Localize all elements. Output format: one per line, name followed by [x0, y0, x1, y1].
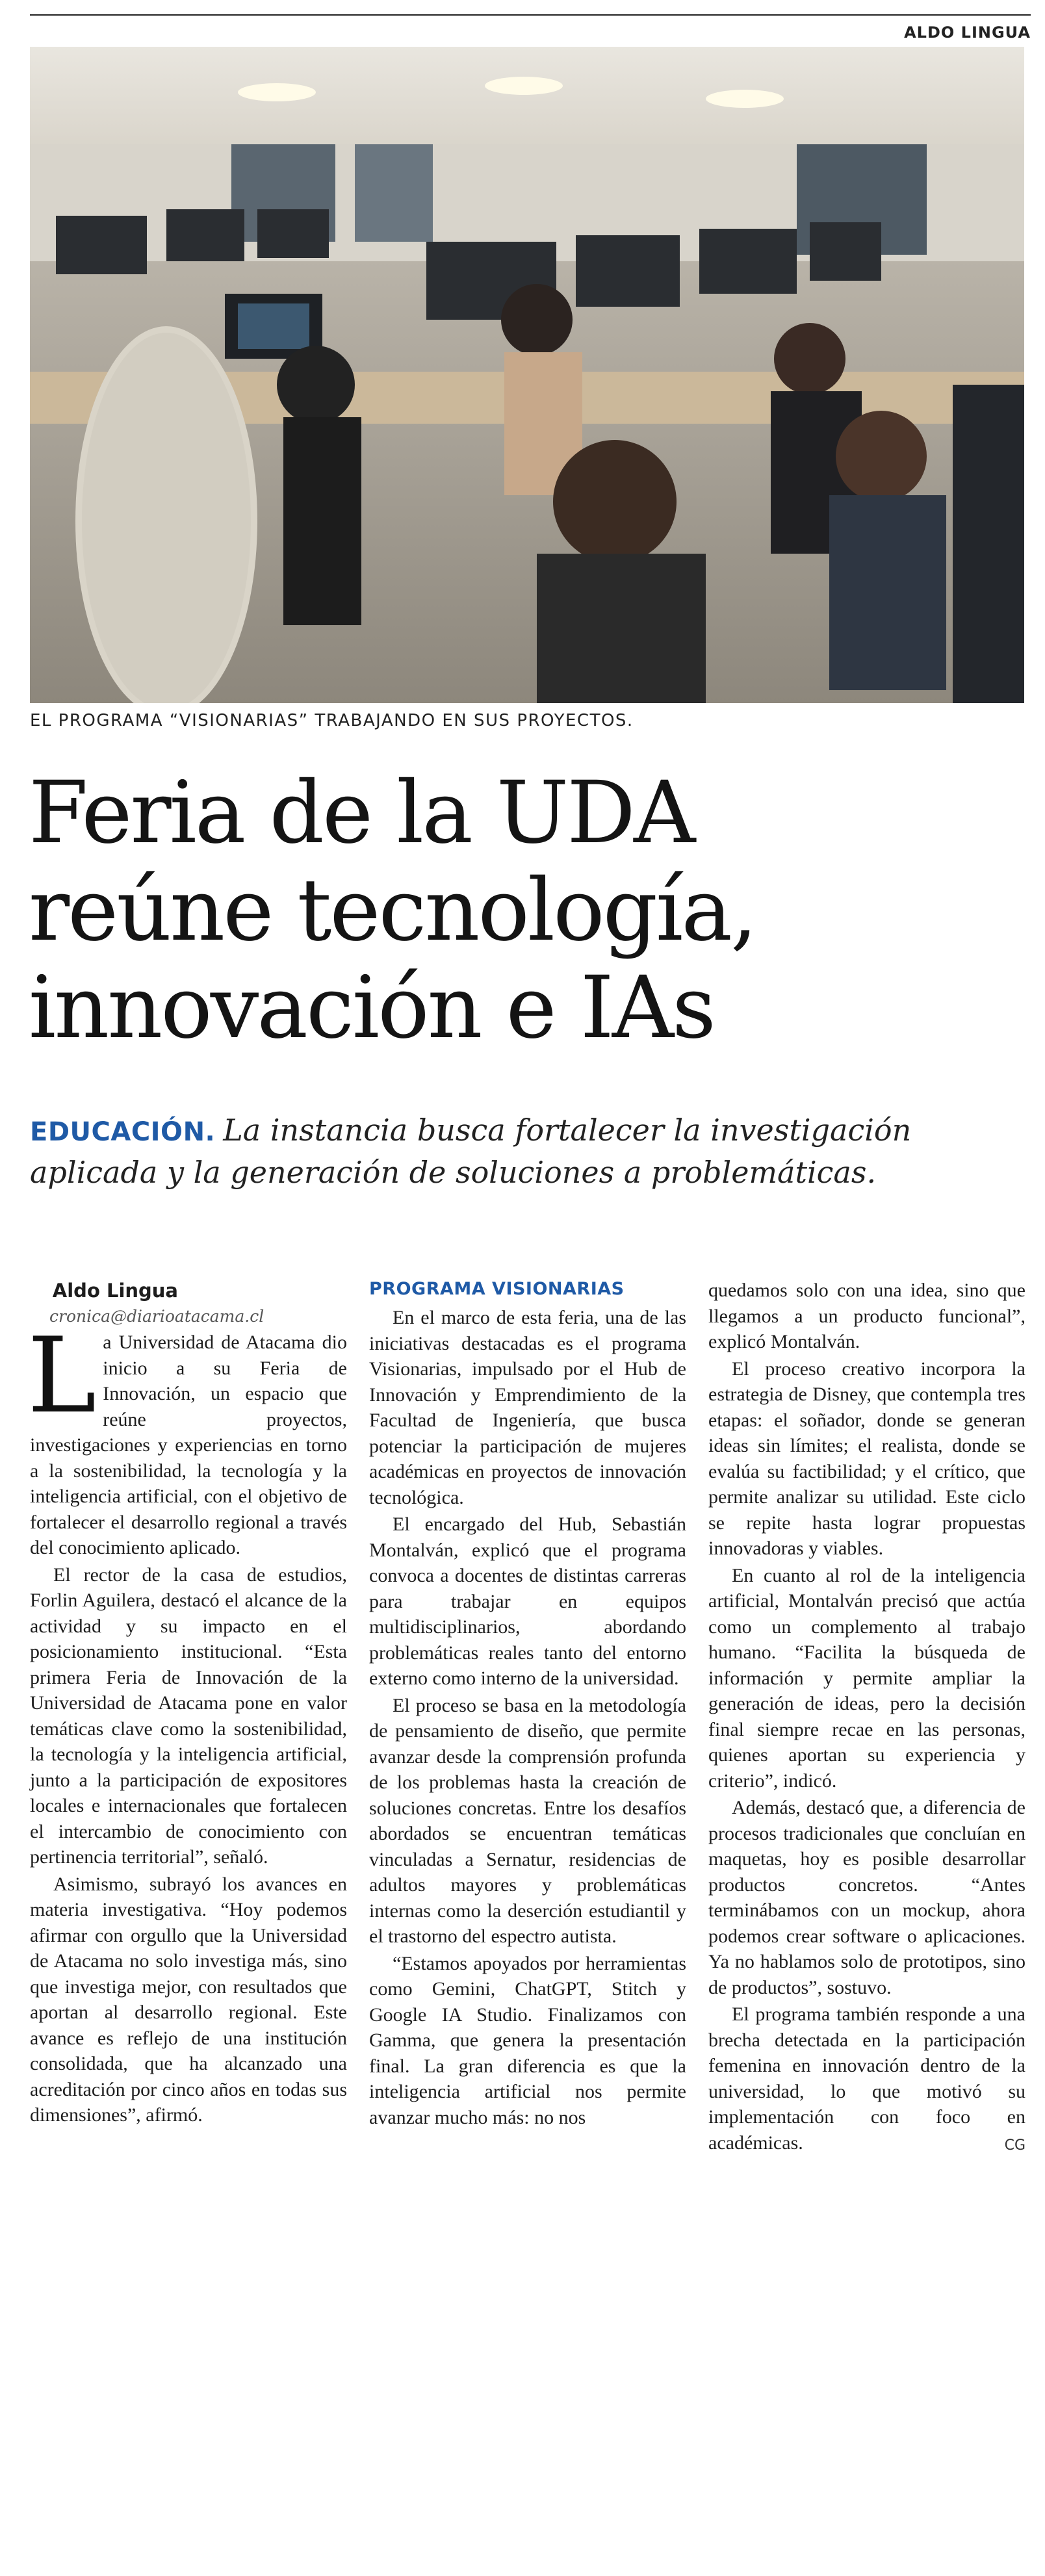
- article-column-2: [369, 1278, 686, 2130]
- paragraph: quedamos solo con una idea, sino que llegamos a un producto funcional”, explicó Montalván.: [708, 1280, 1026, 1352]
- drop-cap: L: [27, 1315, 97, 1436]
- deck-text: La instancia busca fortalecer la investigación aplicada y la generación de soluciones a problemáticas.: [30, 1113, 912, 1190]
- paragraph: Asimismo, subrayó los avances en materia investigativa. “Hoy podemos afirmar con orgullo que la Universidad de Atacama no solo investiga más, sino que investiga mejor, con resultados que aportan al desarrollo regional. Este avance es reflejo de una institución consolidada, que ha alcanzado una acreditación por cinco años en todas sus dimensiones”, afirmó.: [30, 1873, 347, 2126]
- subheading: PROGRAMA VISIONARIAS: [369, 1279, 625, 1299]
- paragraph: El programa también responde a una brecha detectada en la participación femenina en innovación dentro de la universidad, lo que motivó su implementación con foco en académicas. CG: [708, 2002, 1026, 2156]
- paragraph: En cuanto al rol de la inteligencia artificial, Montalván precisó que actúa como un complemento al trabajo humano. “Facilita la búsqueda de información y permite ampliar la generación de ideas, pero la decisión final siempre recae en las personas, quienes aportan su experiencia y criterio”, indicó.: [708, 1564, 1026, 1792]
- paragraph: El rector de la casa de estudios, Forlin Aguilera, destacó el alcance de la actividad y su impacto en el posicionamiento institucional. “Esta primera Feria de Innovación de la Universidad de Atacama pone en valor temáticas clave como la sostenibilidad, la tecnología y la inteligencia artificial, junto a la participación de expositores locales e internacionales que fortalecen el intercambio de conocimiento con pertinencia territorial”, señaló.: [30, 1564, 347, 1868]
- lead-paragraph: La Universidad de Atacama dio inicio a su Feria de Innovación, un espacio que reúne proyectos, investigaciones y experiencias en torno a la sostenibilidad, la tecnología y la inteligencia artificial, con el objetivo de fortalecer el desarrollo regional a través del conocimiento aplicado.: [27, 1315, 347, 1558]
- deck-kicker: EDUCACIÓN.: [30, 1117, 216, 1147]
- headline-line: reúne tecnología,: [29, 860, 756, 960]
- section-author-tag: ALDO LINGUA: [904, 23, 1031, 42]
- headline-line: innovación e IAs: [29, 958, 714, 1058]
- headline-line: Feria de la UDA: [29, 763, 694, 863]
- article-photo: [30, 47, 1024, 703]
- article-column-1: [27, 1278, 347, 2128]
- paragraph: El proceso creativo incorpora la estrategia de Disney, que contempla tres etapas: el soñador, donde se generan ideas sin límites; el realista, donde se evalúa su factibilidad; y el crítico, que permite analizar su utilidad. Este ciclo se repite hasta lograr propuestas innovadoras y viables.: [708, 1358, 1026, 1559]
- deck: [30, 1110, 1031, 1192]
- top-rule: [30, 14, 1031, 16]
- byline-author: Aldo Lingua: [52, 1280, 178, 1302]
- end-mark-icon: CG: [1004, 2137, 1026, 2154]
- byline-email: cronica@diarioatacama.cl: [49, 1307, 264, 1326]
- paragraph: “Estamos apoyados por herramientas como Gemini, ChatGPT, Stitch y Google IA Studio. Finalizamos con Gamma, que genera la presentación final. La gran diferencia es que la inteligencia artificial nos permite avanzar mucho más: no nos: [369, 1952, 686, 2128]
- headline: [29, 764, 1029, 1057]
- paragraph: Además, destacó que, a diferencia de procesos tradicionales que concluían en maquetas, hoy es posible desarrollar productos concretos. “Antes terminábamos con un mockup, ahora podemos crear software o aplicaciones. Ya no hablamos solo de prototipos, sino de productos”, sostuvo.: [708, 1797, 1026, 1998]
- paragraph: El encargado del Hub, Sebastián Montalván, explicó que el programa convoca a docentes de distintas carreras para trabajar en equipos multidisciplinarios, abordando problemáticas reales tanto del entorno externo como interno de la universidad.: [369, 1513, 686, 1689]
- article-column-3: [708, 1278, 1026, 2158]
- computer-lab-photo: [30, 47, 1024, 703]
- paragraph: En el marco de esta feria, una de las iniciativas destacadas es el programa Visionarias, impulsado por el Hub de Innovación y Emprendimiento de la Facultad de Ingeniería, que busca potenciar la participación de mujeres académicas en proyectos de innovación tecnológica.: [369, 1307, 686, 1508]
- paragraph: El proceso se basa en la metodología de pensamiento de diseño, que permite avanzar desde la comprensión profunda de los problemas hasta la creación de soluciones concretas. Entre los desafíos abordados se encuentran temáticas vinculadas a Sernatur, residencias de adultos mayores y problemáticas internas como la deserción estudiantil y el trastorno del espectro autista.: [369, 1694, 686, 1947]
- photo-caption: EL PROGRAMA “VISIONARIAS” TRABAJANDO EN SUS PROYECTOS.: [30, 711, 634, 730]
